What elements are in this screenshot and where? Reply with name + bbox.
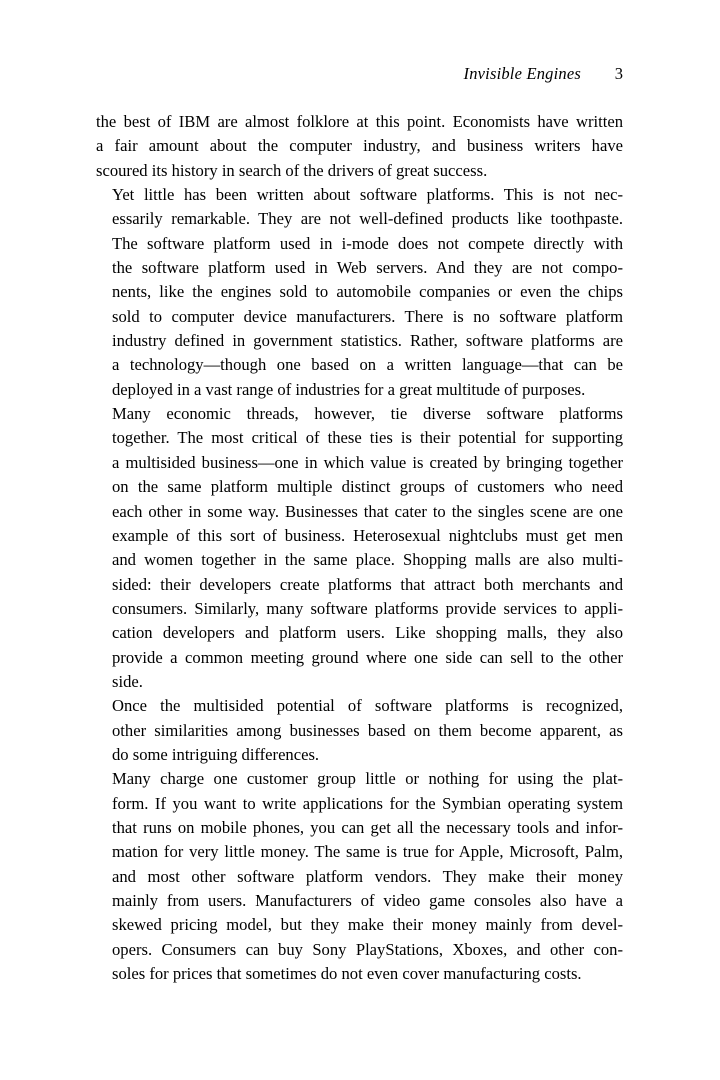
text-line: that runs on mobile phones, you can get all the necessary tools and infor- — [112, 817, 623, 837]
text-line: other similarities among businesses based on them become apparent, as — [112, 720, 623, 740]
text-line: Many economic threads, however, tie diverse software platforms — [112, 404, 623, 424]
body-text-block — [96, 110, 623, 986]
text-line: The software platform used in i-mode does not compete directly with — [112, 233, 623, 253]
running-head-book-title: Invisible Engines — [463, 64, 581, 83]
text-line: deployed in a vast range of industries for a great multitude of purposes. — [112, 379, 586, 399]
text-line: essarily remarkable. They are not well-defined products like toothpaste. — [112, 209, 623, 229]
text-line: each other in some way. Businesses that cater to the singles scene are one — [112, 501, 623, 521]
text-line: the best of IBM are almost folklore at this point. Economists have written — [96, 112, 623, 131]
page-number: 3 — [614, 64, 623, 83]
text-line: together. The most critical of these ties is their potential for supporting — [112, 428, 623, 448]
text-line: soles for prices that sometimes do not even cover manufacturing costs. — [112, 964, 582, 984]
text-line: provide a common meeting ground where one side can sell to the other — [112, 647, 623, 667]
text-line: a fair amount about the computer industry, and business writers have — [96, 136, 623, 156]
text-line: sided: their developers create platforms that attract both merchants and — [112, 574, 623, 594]
paragraph — [96, 767, 623, 986]
text-line: example of this sort of business. Heterosexual nightclubs must get men — [112, 525, 623, 545]
running-head — [96, 64, 623, 86]
text-line: on the same platform multiple distinct groups of customers who need — [112, 477, 623, 497]
paragraph — [96, 183, 623, 402]
text-line: side. — [112, 671, 143, 691]
text-line: a multisided business—one in which value is created by bringing together — [112, 452, 623, 472]
text-line: industry defined in government statistics. Rather, software platforms are — [112, 331, 623, 351]
text-line: form. If you want to write applications for the Symbian operating system — [112, 793, 623, 813]
text-line: the software platform used in Web servers. And they are not compo- — [112, 258, 623, 278]
text-line: mation for very little money. The same is true for Apple, Microsoft, Palm, — [112, 842, 623, 862]
text-line: and most other software platform vendors. They make their money — [112, 866, 623, 886]
text-line: Yet little has been written about software platforms. This is not nec- — [112, 185, 623, 205]
text-line: cation developers and platform users. Like shopping malls, they also — [112, 623, 623, 643]
text-line: nents, like the engines sold to automobile companies or even the chips — [112, 282, 623, 302]
text-line: sold to computer device manufacturers. There is no software platform — [112, 306, 623, 326]
paragraph — [96, 694, 623, 767]
text-line: consumers. Similarly, many software platforms provide services to appli- — [112, 598, 623, 618]
text-line: mainly from users. Manufacturers of video game consoles also have a — [112, 891, 623, 910]
text-line: opers. Consumers can buy Sony PlayStations, Xboxes, and other con- — [112, 939, 623, 959]
text-line: and women together in the same place. Shopping malls are also multi- — [112, 550, 623, 570]
text-line: a technology—though one based on a written language—that can be — [112, 355, 623, 375]
text-line: scoured its history in search of the drivers of great success. — [96, 160, 488, 180]
paragraph — [96, 110, 623, 183]
text-line: skewed pricing model, but they make their money mainly from devel- — [112, 915, 623, 935]
text-line: Many charge one customer group little or nothing for using the plat- — [112, 769, 623, 789]
text-line: Once the multisided potential of software platforms is recognized, — [112, 696, 623, 716]
paragraph — [96, 402, 623, 694]
text-line: do some intriguing differences. — [112, 744, 320, 764]
